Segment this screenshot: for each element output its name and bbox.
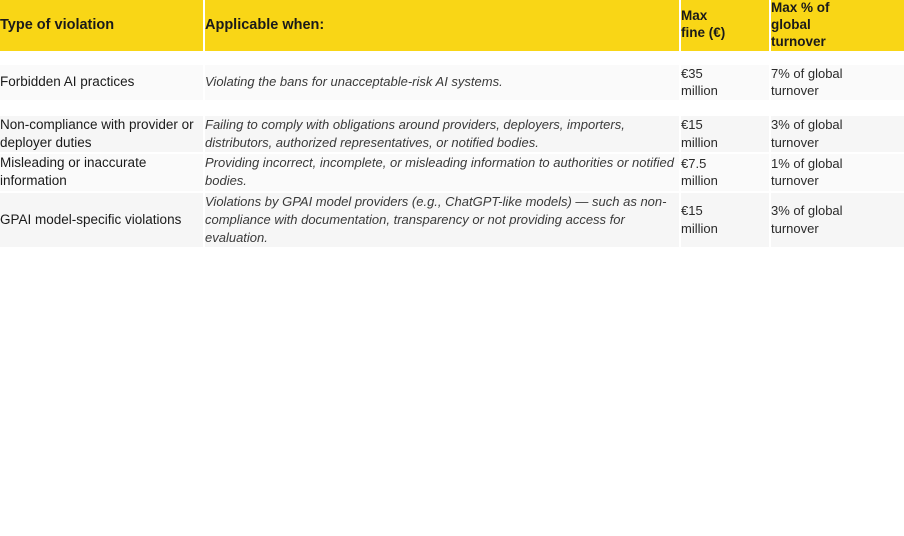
row-max-fine-amount: €15 [681, 203, 703, 219]
row-max-fine-unit: million [681, 83, 718, 99]
row-max-turnover [770, 192, 904, 249]
row-max-turnover-unit: turnover [771, 83, 819, 99]
row-max-fine-unit: million [681, 220, 718, 236]
header-max-turnover-line3: turnover [771, 33, 826, 49]
header-max-turnover [770, 0, 904, 51]
row-max-turnover [770, 65, 904, 101]
table-row [0, 116, 904, 153]
header-gap-cell [0, 51, 904, 65]
row-max-fine [680, 192, 770, 249]
row-description: Violations by GPAI model providers (e.g., ChatGPT-like models) — such as non-compliance with documentation, transparency or not providing access for evaluation. [204, 192, 680, 249]
row-description: Providing incorrect, incomplete, or misleading information to authorities or notified bodies. [204, 153, 680, 191]
row-description: Failing to comply with obligations around providers, deployers, importers, distributors, authorized representatives, or notified bodies. [204, 116, 680, 153]
row-type: Forbidden AI practices [0, 65, 204, 101]
header-max-fine [680, 0, 770, 51]
header-max-turnover-line2: global [771, 16, 811, 32]
header-max-turnover-line1: Max % of [771, 0, 830, 15]
row-max-turnover [770, 153, 904, 191]
header-applicable-when: Applicable when: [204, 0, 680, 51]
row-description: Violating the bans for unacceptable-risk AI systems. [204, 65, 680, 101]
row-max-turnover-pct: 1% of global [771, 155, 843, 171]
row-max-fine [680, 116, 770, 153]
row-max-fine-amount: €15 [681, 117, 703, 133]
row-max-fine [680, 153, 770, 191]
table-row [0, 192, 904, 249]
row-max-fine-amount: €7.5 [681, 155, 707, 171]
header-gap [0, 51, 904, 65]
row-max-turnover-unit: turnover [771, 220, 819, 236]
table-header-row [0, 0, 904, 51]
table-row [0, 65, 904, 101]
row-max-turnover-pct: 7% of global [771, 65, 843, 81]
row-type: Misleading or inaccurate information [0, 153, 204, 191]
row-gap-cell [0, 101, 904, 116]
row-max-fine-unit: million [681, 134, 718, 150]
row-max-fine-unit: million [681, 173, 718, 189]
row-max-turnover [770, 116, 904, 153]
row-max-fine [680, 65, 770, 101]
row-max-turnover-pct: 3% of global [771, 203, 843, 219]
row-max-turnover-unit: turnover [771, 173, 819, 189]
row-max-turnover-unit: turnover [771, 134, 819, 150]
row-type: Non-compliance with provider or deployer duties [0, 116, 204, 153]
row-gap [0, 101, 904, 116]
violations-table [0, 0, 904, 249]
header-max-fine-line1: Max [681, 8, 708, 24]
row-max-fine-amount: €35 [681, 65, 703, 81]
row-type: GPAI model-specific violations [0, 192, 204, 249]
header-type-of-violation: Type of violation [0, 0, 204, 51]
row-max-turnover-pct: 3% of global [771, 117, 843, 133]
table-row [0, 153, 904, 191]
header-max-fine-line2: fine (€) [681, 25, 726, 41]
